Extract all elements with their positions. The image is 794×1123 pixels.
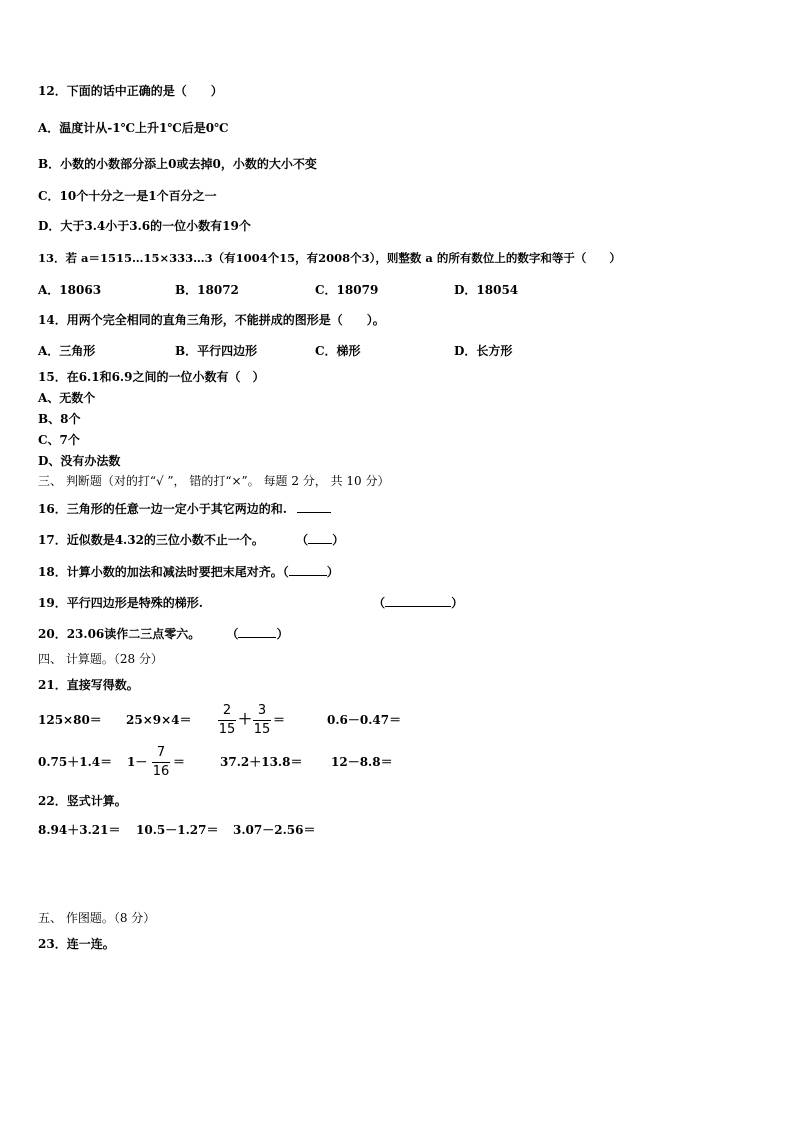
question-13-stem: 13．若 a＝1515…15×333…3（有1004个15，有2008个3），则整数 a 的所有数位上的数字和等于（ ）: [38, 251, 621, 265]
question-20-text: 20．23.06读作二三点零六。: [38, 627, 201, 641]
question-12-stem: 12．下面的话中正确的是（ ）: [38, 84, 223, 98]
question-21-stem: 21．直接写得数。: [38, 678, 139, 692]
question-13-option-d: D．18054: [454, 283, 519, 297]
question-14-option-c: C．梯形: [315, 344, 361, 358]
plus-sign: ＋: [238, 712, 252, 728]
section-4-title: 四、 计算题。（28 分）: [38, 652, 163, 666]
equals-sign: ＝: [173, 755, 186, 769]
question-17: [38, 531, 344, 548]
paren-open: （: [373, 596, 386, 610]
question-13-option-c: C．18079: [315, 283, 379, 297]
question-14-option-b: B．平行四边形: [175, 344, 258, 358]
question-15-option-d: D、没有办法数: [38, 454, 121, 468]
question-12-option-b: B．小数的小数部分添上0或去掉0，小数的大小不变: [38, 157, 317, 171]
question-12-option-c: C．10个十分之一是1个百分之一: [38, 189, 217, 203]
question-13-option-a: A．18063: [38, 283, 102, 297]
calc-expression: 0.75＋1.4＝: [38, 755, 113, 769]
paren-close: ）: [326, 565, 339, 579]
question-14-option-d: D．长方形: [454, 344, 513, 358]
section-3-title: 三、 判断题（对的打“√ ”， 错的打“×”。 每题 2 分， 共 10 分）: [38, 474, 390, 488]
fraction-denominator: 16: [152, 764, 170, 779]
question-15-option-c: C、7个: [38, 433, 80, 447]
fraction-numerator: 2: [222, 703, 232, 718]
calc-expression: 125×80＝: [38, 713, 102, 727]
fraction-numerator: 7: [156, 745, 166, 760]
paren-open: （: [296, 533, 309, 547]
answer-blank[interactable]: [289, 563, 327, 576]
answer-blank[interactable]: [238, 625, 276, 638]
answer-blank[interactable]: [297, 500, 331, 513]
question-23-stem: 23．连一连。: [38, 937, 115, 951]
question-12-option-d: D．大于3.4小于3.6的一位小数有19个: [38, 219, 251, 233]
fraction-bar: [218, 720, 236, 721]
question-12-option-a: A．温度计从-1℃上升1℃后是0℃: [38, 121, 229, 135]
fraction-denominator: 15: [218, 722, 236, 737]
question-18: [38, 563, 339, 580]
fraction-bar: [253, 720, 271, 721]
calc-expression: 0.6－0.47＝: [327, 713, 402, 727]
question-19: [38, 594, 463, 611]
question-19-text: 19．平行四边形是特殊的梯形.: [38, 596, 203, 610]
paren-close: ）: [276, 627, 289, 641]
question-18-text: 18．计算小数的加法和减法时要把末尾对齐。: [38, 565, 283, 579]
question-15-option-a: A、无数个: [38, 391, 96, 405]
calc-expression: 3.07－2.56＝: [233, 823, 316, 837]
fraction: [218, 703, 236, 737]
calc-expression: 25×9×4＝: [126, 713, 192, 727]
question-17-text: 17．近似数是4.32的三位小数不止一个。: [38, 533, 264, 547]
question-14-stem: 14．用两个完全相同的直角三角形，不能拼成的图形是（ ）。: [38, 313, 385, 327]
equals-sign: ＝: [273, 713, 286, 727]
fraction-bar: [152, 762, 170, 763]
paren-open: （: [226, 627, 239, 641]
question-22-stem: 22．竖式计算。: [38, 794, 127, 808]
question-15-stem: 15．在6.1和6.9之间的一位小数有（ ）: [38, 370, 265, 384]
fraction: [253, 703, 271, 737]
fraction: [152, 745, 170, 779]
calc-expression: 8.94＋3.21＝: [38, 823, 121, 837]
calc-expression: 1－: [127, 755, 148, 769]
calc-expression: 10.5－1.27＝: [136, 823, 219, 837]
section-5-title: 五、 作图题。（8 分）: [38, 911, 156, 925]
question-16-text: 16．三角形的任意一边一定小于其它两边的和.: [38, 502, 287, 516]
question-15-option-b: B、8个: [38, 412, 81, 426]
question-16: [38, 500, 331, 517]
question-13-option-b: B．18072: [175, 283, 239, 297]
answer-blank[interactable]: [385, 594, 451, 607]
paren-close: ）: [332, 533, 345, 547]
answer-blank[interactable]: [308, 531, 332, 544]
fraction-denominator: 15: [253, 722, 271, 737]
fraction-numerator: 3: [257, 703, 267, 718]
paren-close: ）: [451, 596, 464, 610]
calc-expression: 12－8.8＝: [331, 755, 393, 769]
calc-expression: 37.2＋13.8＝: [220, 755, 303, 769]
question-20: [38, 625, 289, 642]
question-14-option-a: A．三角形: [38, 344, 96, 358]
paren-open: （: [282, 565, 289, 579]
